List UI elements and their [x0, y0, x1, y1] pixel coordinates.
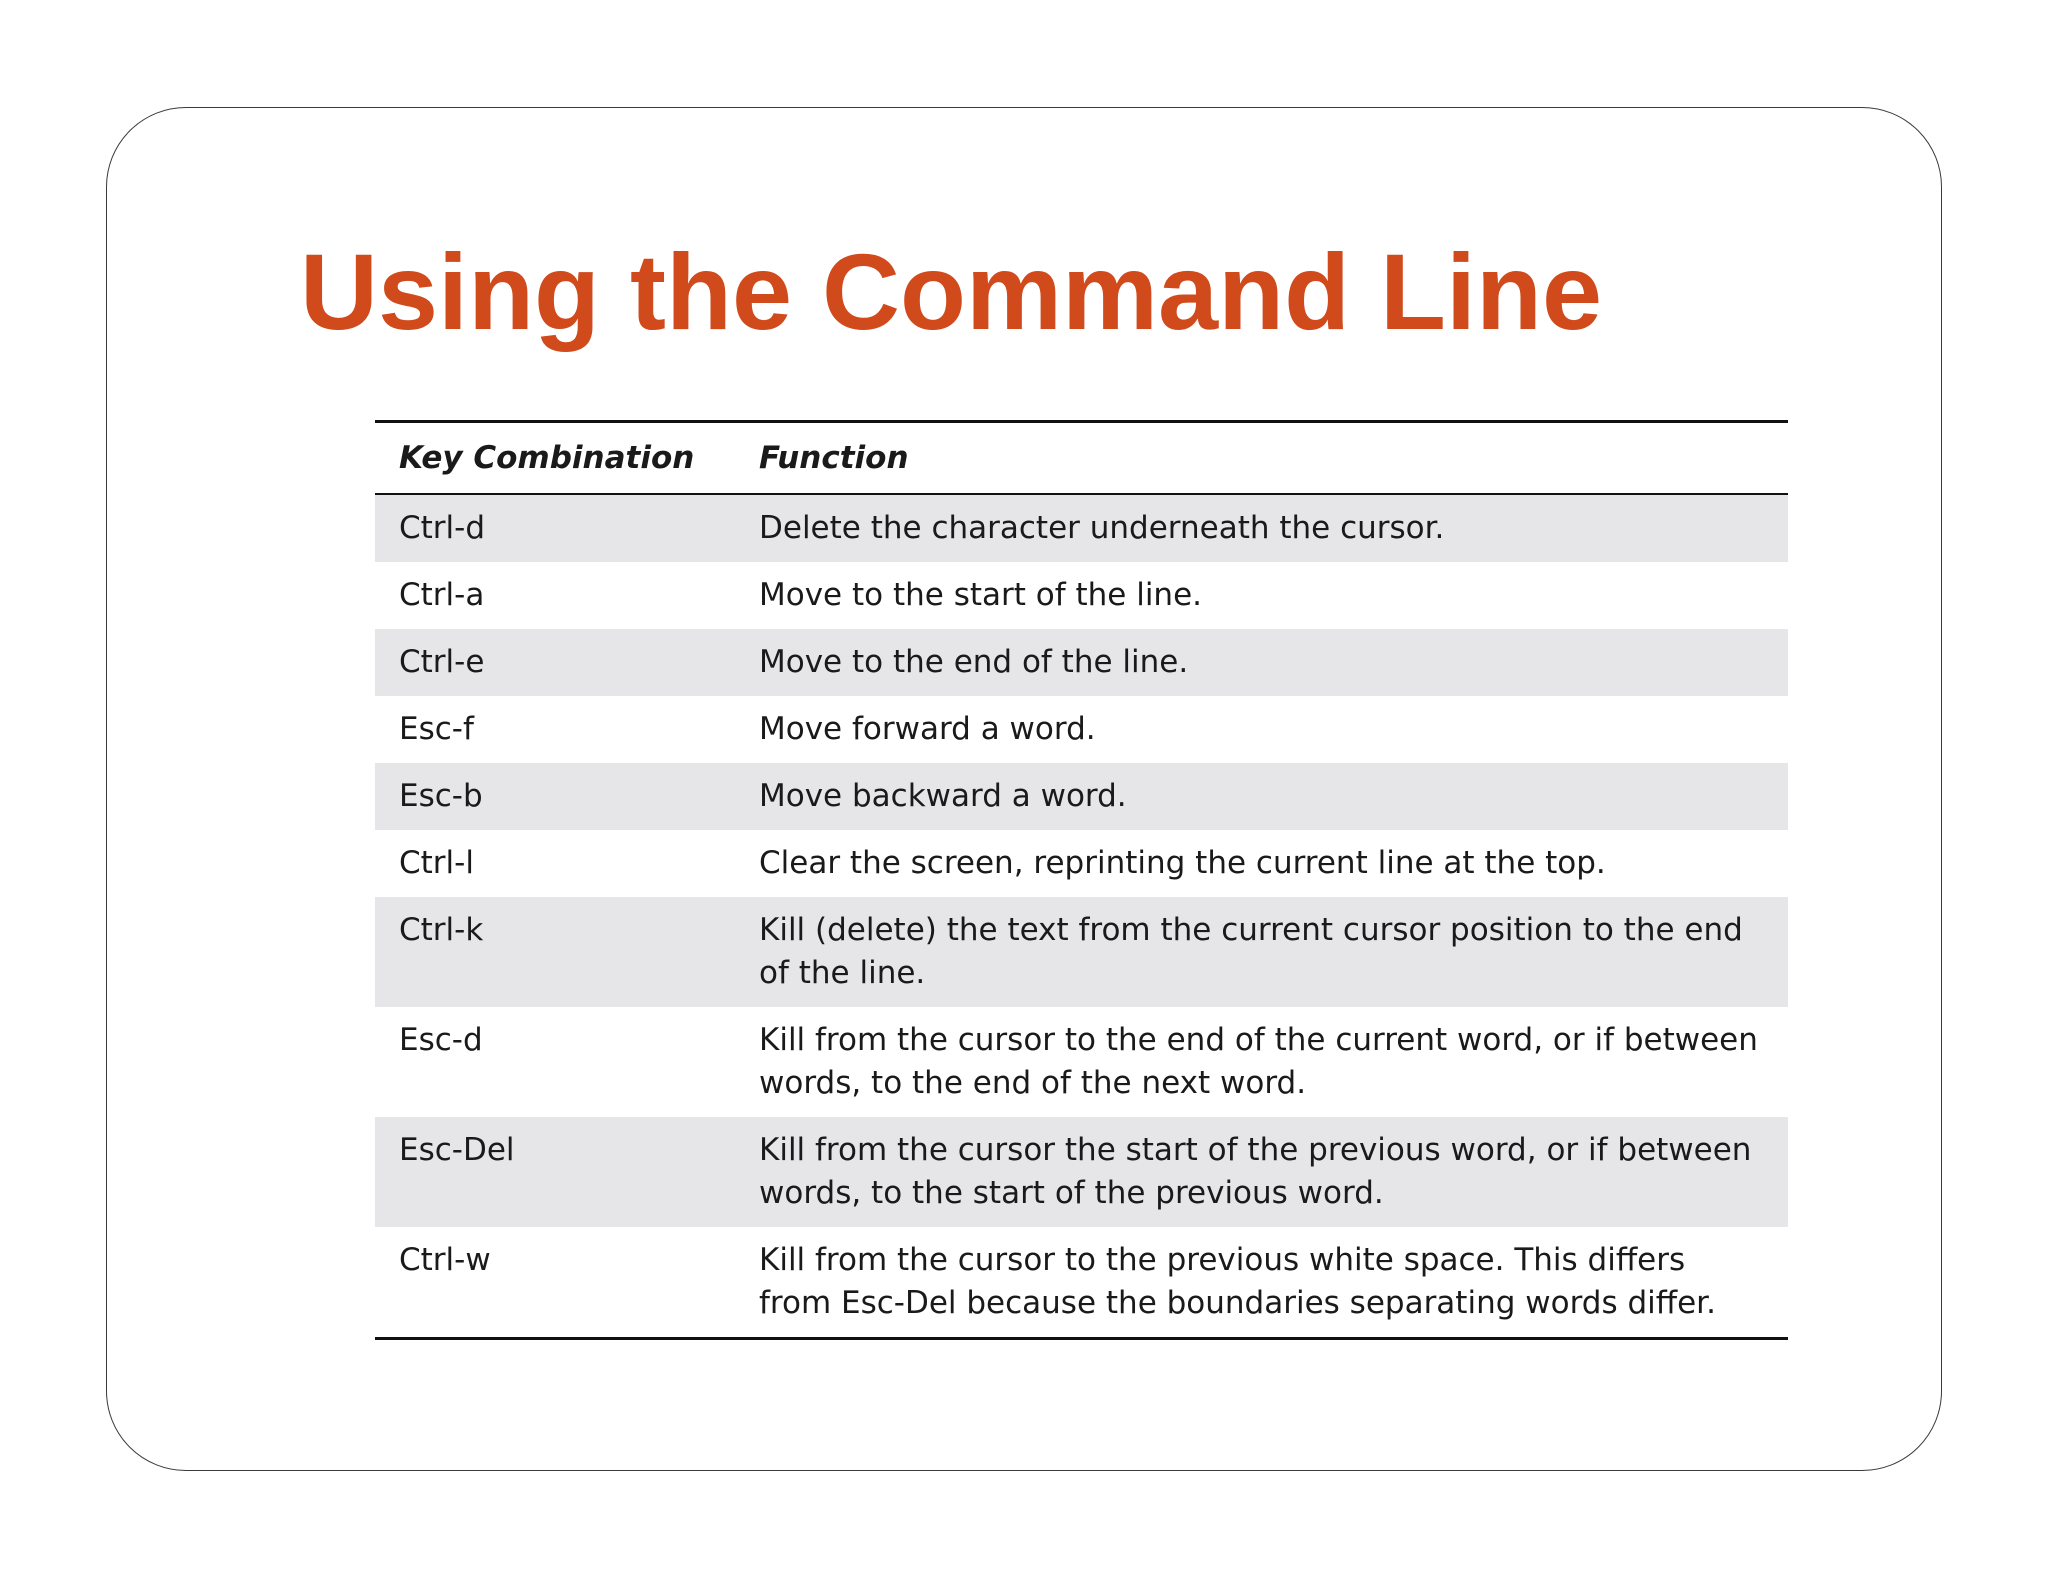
slide-title: Using the Command Line — [300, 231, 1603, 352]
key-combination-table-container — [375, 420, 1788, 1340]
table-row — [375, 562, 1788, 629]
header-key-combination: Key Combination — [399, 440, 695, 476]
function-cell: Move to the start of the line. — [759, 577, 1203, 613]
key-cell: Esc-d — [399, 1022, 483, 1058]
table-row — [375, 1227, 1788, 1339]
function-cell: Kill from the cursor to the end of the current word, or if between words, to the end of the next word. — [759, 1022, 1758, 1101]
function-cell: Kill from the cursor the start of the previous word, or if between words, to the start of the previous word. — [735, 1117, 1788, 1227]
key-combination-table — [375, 420, 1788, 1340]
key-cell: Ctrl-e — [375, 629, 735, 696]
table-row — [375, 494, 1788, 562]
function-cell: Kill from the cursor to the previous white space. This differs from Esc-Del because the boundaries separating words differ. — [759, 1242, 1716, 1321]
function-cell: Kill (delete) the text from the current cursor position to the end of the line. — [735, 897, 1788, 1007]
table-row — [375, 696, 1788, 763]
table-header-row — [375, 422, 1788, 495]
table-row — [375, 1007, 1788, 1117]
table-row — [375, 629, 1788, 696]
key-cell: Esc-Del — [375, 1117, 735, 1227]
key-cell: Ctrl-a — [399, 577, 485, 613]
key-cell: Esc-b — [375, 763, 735, 830]
header-function: Function — [759, 440, 909, 476]
table-row — [375, 897, 1788, 1007]
key-cell: Ctrl-k — [375, 897, 735, 1007]
function-cell: Move forward a word. — [759, 711, 1096, 747]
key-cell: Esc-f — [399, 711, 474, 747]
function-cell: Move backward a word. — [735, 763, 1788, 830]
key-cell: Ctrl-d — [375, 494, 735, 562]
table-row — [375, 763, 1788, 830]
table-row — [375, 1117, 1788, 1227]
function-cell: Move to the end of the line. — [735, 629, 1788, 696]
key-cell: Ctrl-l — [399, 845, 474, 881]
function-cell: Delete the character underneath the cursor. — [735, 494, 1788, 562]
function-cell: Clear the screen, reprinting the current line at the top. — [759, 845, 1606, 881]
table-row — [375, 830, 1788, 897]
key-cell: Ctrl-w — [399, 1242, 491, 1278]
